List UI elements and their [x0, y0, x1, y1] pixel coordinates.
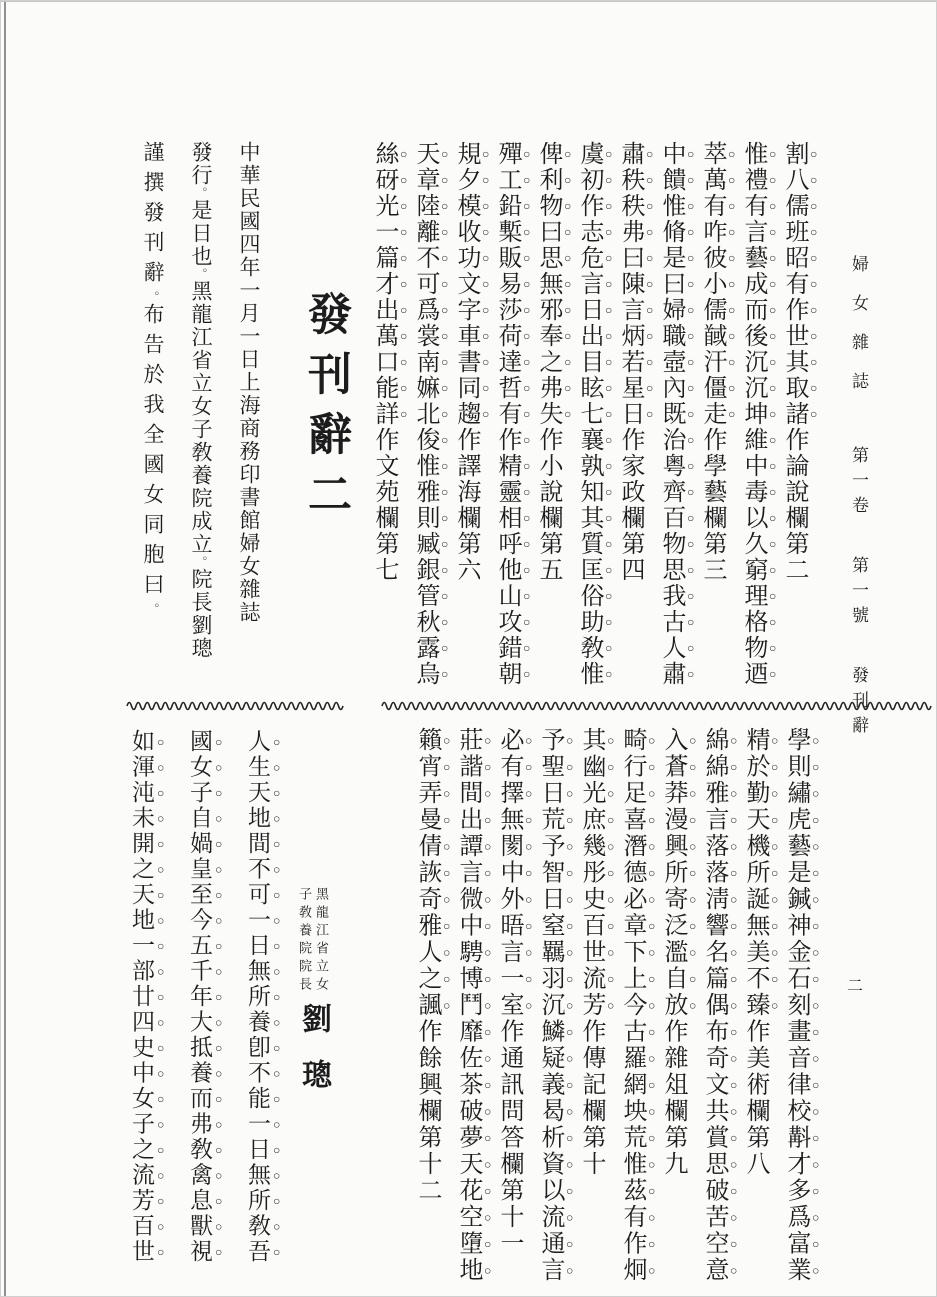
text-column: 天章陸離不可爲裳南嫲北俊惟雅則臧銀管秋露烏: [412, 141, 438, 687]
article-title: 發刊辭二: [301, 291, 350, 531]
text-column: 予聖日荒予智日窒羈羽沉鱗疑義曷析資以流通言: [537, 727, 563, 1284]
text-column: 入蒼莽漫興所寄泛濫自放作雜俎欄第九: [660, 727, 686, 1178]
text-column: 肅秩秩弗曰陳言炳若星日作家政欄第四: [617, 141, 643, 583]
text-column: 中華民國四年一月一日上海商務印書館婦女雜誌: [237, 141, 261, 624]
text-column: 惟禮有言藝成而後沉沉坤維中毒以久窮理格物迺: [740, 141, 766, 687]
signature-institution-line-2: 子敎養院院長: [297, 887, 312, 995]
volume-label: 第一卷: [849, 446, 868, 521]
text-column: 虞初作志危言日出目眩七襄孰知其質匡俗助敎惟: [576, 141, 602, 687]
text-column: 其幽光庶幾彤史百世流芳作傳記欄第十: [578, 727, 604, 1178]
colophon: [134, 141, 266, 660]
punctuation-circle: 。: [146, 291, 160, 303]
issue-label: 第一號: [849, 556, 868, 631]
running-head: [846, 255, 871, 741]
text-column: 俾利物曰思無邪奉之弗失作小說欄第五: [535, 141, 561, 583]
text-column: 發行。是日也。黑龍江省立女子敎養院成立。院長劉璁: [189, 141, 213, 660]
text-column: 萃萬有咋彼小儒馘汗僵走作學藝欄第三: [699, 141, 725, 583]
text-column: 莊諧間出譚言微中騁博鬥靡佐茶破夢天花空墮地: [455, 727, 481, 1284]
signature-name: 劉璁: [297, 1003, 330, 1115]
text-column: 殫工鉛槧販易莎荷達哲有作精靈相呼他山攻錯朝: [494, 141, 520, 687]
section-label: 發刊辭: [849, 666, 868, 741]
signature-block: [287, 887, 339, 1115]
text-column: 如渾沌未開之天地一部廿四史中女子之流芳百世: [129, 729, 154, 1265]
text-column: 精於勤天機所誕無美不臻作美術欄第八: [742, 727, 768, 1178]
signature-institution-line-1: 黑龍江省立女: [314, 887, 329, 995]
text-column: 學則繡虎藝是鍼神金石刻畫音律校斠才多爲富業: [783, 727, 809, 1284]
punctuation-circle: 。: [146, 603, 160, 615]
wavy-divider-left: [126, 697, 348, 711]
wavy-divider-right: [381, 697, 933, 711]
text-column: 籟宵弄曼倩詼奇雅人之諷作餘興欄第十二: [414, 727, 440, 1204]
scan-edge-top-line: [1, 1, 936, 2]
signature-institution: [296, 887, 330, 995]
foreword-passage-top: [371, 141, 821, 735]
page-number: 二: [847, 978, 864, 995]
punctuation-circle: 。: [194, 268, 208, 280]
closing-passage: [129, 729, 284, 1265]
scan-edge-line: [4, 1, 6, 1296]
text-column: 規夕模收功文字車書同趨作譯海欄第六: [453, 141, 479, 583]
text-column: 綿綿雅言落落淸響名篇偶布奇文共賞思破苦空意: [701, 727, 727, 1284]
text-column: 人生天地間不可一日無所養卽不能一日無所敎吾: [245, 729, 270, 1265]
text-column: 割八儒班昭有作世其取諸作論說欄第二: [781, 141, 807, 583]
text-column: 絲砑光一篇才出萬口能詳作文苑欄第七: [371, 141, 397, 583]
foreword-passage-bottom: [415, 727, 823, 1297]
punctuation-circle: 。: [194, 187, 208, 199]
punctuation-circle: 。: [194, 556, 208, 568]
magazine-title: 婦女雜誌: [849, 255, 868, 411]
text-column: 中饋惟脩是曰婦職壼內既治粤齊百物思我古人肅: [658, 141, 684, 687]
text-column: 謹撰發刊辭。布告於我全國女同胞曰。: [141, 141, 165, 615]
text-column: 畸行足喜潛德必章下上今古羅網坱荒惟茲有作炯: [619, 727, 645, 1284]
text-column: 必有擇無閡中外晤言一室作通訊問答欄第十一: [496, 727, 522, 1257]
text-column: 國女子自媧皇至今五千年大抵養而弗敎禽息獸視: [187, 729, 212, 1265]
